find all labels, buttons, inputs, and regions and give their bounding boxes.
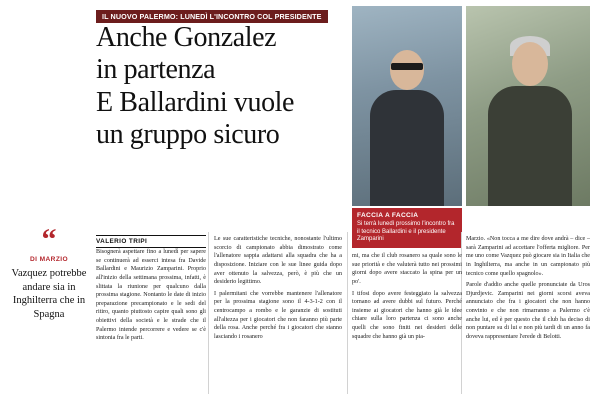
headline-line-2: in partenza: [96, 54, 216, 86]
paragraph: I palermitani che vorrebbe mantenere l'allenatore per la prossima stagione sono il 4-3-1-2 con il centrocampo a rombo e le garanzie di sostituti all'altezza per i giocatori che non faranno più parte della rosa. Anche perché fra i giocatori che stanno lasciando i rosanero: [214, 290, 342, 341]
photo-caption: [352, 208, 462, 248]
paragraph: Bisognerà aspettare fino a lunedì per sapere se continuerà ad esserci intesa fra Davide Ballardini e Maurizio Zamparini. Proprio all'inizio della settimana prossima, infatti, è slittata la riunione per qualcuno dalla prossima stagione. Nontanto le date di inizio preparazione precampionato e le sedi del ritiro, quanto piuttosto capire quali sono gli obiettivi della società e le strade che il Palermo intende percorrere e vedere se c'è sintonia fra le parti.: [96, 249, 206, 342]
sunglasses-icon: [391, 63, 423, 70]
quote-mark-icon: “: [41, 223, 57, 256]
page-title: [96, 22, 358, 152]
photo-figure-head: [390, 50, 424, 90]
body-column-2: [214, 235, 342, 395]
headline-line-3: E Ballardini vuole: [96, 86, 295, 118]
kicker-label: IL NUOVO PALERMO: LUNEDÌ L'INCONTRO COL PRESIDENTE: [96, 10, 328, 23]
pull-quote: [10, 223, 88, 322]
pull-quote-text: Vazquez potrebbe andare sia in Inghilterra che in Spagna: [11, 268, 87, 320]
paragraph: Parole d'addio anche quelle pronunciate da Uros Djurdjevic. Zamparini nei giorni scorsi aveva annunciato che fra i giocatori che non hanno convinto e che non rimarranno a Palermo c'è anche lui, ed è per questo che il club ha deciso di non puntare su di lui e non più tardi di un anno fa doveva rappresentare l'erede di Belotti.: [466, 282, 590, 341]
column-divider: [208, 232, 209, 394]
photo-caption-title: FACCIA A FACCIA: [357, 212, 419, 219]
photo-zamparini: [466, 6, 590, 206]
body-column-1: [96, 248, 206, 394]
kicker-row: [96, 6, 344, 20]
byline: VALERIO TRIPI: [96, 235, 206, 248]
photo-caption-text: Si terrà lunedì prossimo l'incontro fra il tecnico Ballardini e il presidente Zamparini: [357, 221, 455, 243]
headline-line-1: Anche Gonzalez: [96, 22, 277, 53]
paragraph: mi, ma che il club rosanero sa quale sono le sue priorità e che valuterà tutto nei prossimi giorni dopo avere staccato la spina per un po'.: [352, 253, 462, 285]
pull-quote-source: DI MARZIO: [29, 256, 69, 263]
paragraph: Marzio. «Non tocca a me dire dove andrà – dice – sarà Zamparini ad accettare l'offerta migliore. Per me uno come Vazquez può giocare sia in Italia che in Inghilterra, ma anche in un campionato più tecnico come quello spagnolo».: [466, 236, 590, 277]
body-column-4: [466, 235, 590, 395]
paragraph: Le sue caratteristiche tecniche, nonostante l'ultimo scorcio di campionato abbia dimostrato come l'allenatore sappia adattarsi alla squadra che ha a disposizione. Iniziare con le sue linee guida dopo aver ottenuto la salvezza, però, è più che un desiderio legittimo.: [214, 236, 342, 286]
body-column-3: [352, 252, 462, 394]
photo-figure-body: [488, 86, 572, 206]
photo-gonzalez: [352, 6, 462, 206]
headline-line-4: un gruppo sicuro: [96, 119, 280, 151]
photo-figure-head: [512, 42, 548, 86]
paragraph: I tifosi dopo avere festeggiato la salvezza tornano ad avere dubbi sul futuro. Perché insieme ai giocatori che hanno già le idee chiare sulla loro partenza ci sono anche quelli che sono finiti nei desideri delle squadre che hanno già un pia-: [352, 290, 462, 340]
photo-figure-body: [370, 90, 444, 206]
column-divider: [347, 232, 348, 394]
